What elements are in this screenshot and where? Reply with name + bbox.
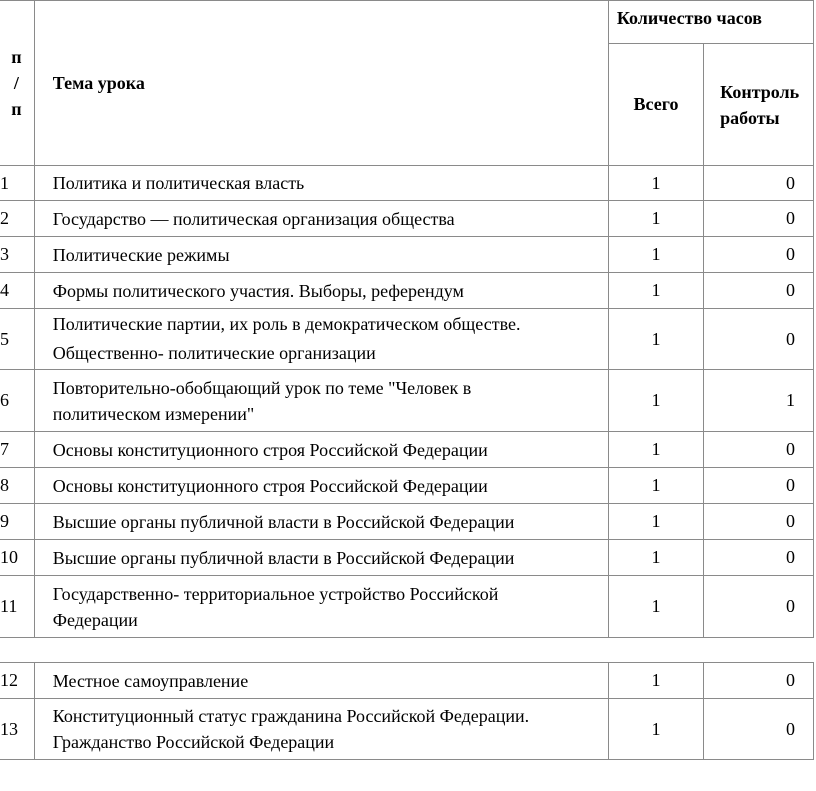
row-control: 0 — [704, 432, 814, 468]
row-number: 3 — [0, 237, 34, 273]
header-number — [0, 1, 34, 166]
row-number: 12 — [0, 663, 34, 699]
table-row — [0, 540, 814, 576]
row-total: 1 — [608, 309, 703, 370]
row-topic: Высшие органы публичной власти в Российской Федерации — [34, 540, 608, 576]
row-control: 1 — [704, 370, 814, 432]
row-number: 4 — [0, 273, 34, 309]
table-row — [0, 663, 814, 699]
row-total: 1 — [608, 576, 703, 638]
row-topic: Государство — политическая организация общества — [34, 201, 608, 237]
row-topic: Политические режимы — [34, 237, 608, 273]
row-control: 0 — [704, 309, 814, 370]
row-number: 8 — [0, 468, 34, 504]
row-control: 0 — [704, 504, 814, 540]
row-control: 0 — [704, 201, 814, 237]
header-control-line: Контроль — [720, 81, 800, 102]
row-topic — [34, 309, 608, 370]
table-row — [0, 468, 814, 504]
row-number: 6 — [0, 370, 34, 432]
row-total: 1 — [608, 663, 703, 699]
row-control: 0 — [704, 540, 814, 576]
row-total: 1 — [608, 370, 703, 432]
row-topic-line: политическом измерении" — [52, 403, 255, 424]
row-topic — [34, 576, 608, 638]
row-number: 7 — [0, 432, 34, 468]
row-control: 0 — [704, 166, 814, 201]
row-topic-line: Федерации — [52, 609, 138, 630]
row-topic — [34, 370, 608, 432]
row-number: 2 — [0, 201, 34, 237]
row-topic-line: Политические партии, их роль в демократическом обществе. — [52, 314, 521, 334]
table-row — [0, 432, 814, 468]
header-number-line: / — [13, 73, 19, 93]
row-total: 1 — [608, 540, 703, 576]
row-topic-line: Повторительно-обобщающий урок по теме "Человек в — [52, 377, 472, 398]
row-number: 10 — [0, 540, 34, 576]
table-row — [0, 201, 814, 237]
table-row — [0, 166, 814, 201]
header-control-line: работы — [720, 107, 780, 128]
header-total: Всего — [608, 44, 703, 166]
row-total: 1 — [608, 468, 703, 504]
row-control: 0 — [704, 576, 814, 638]
row-total: 1 — [608, 432, 703, 468]
row-topic: Местное самоуправление — [34, 663, 608, 699]
table-row — [0, 699, 814, 760]
row-total: 1 — [608, 273, 703, 309]
row-control: 0 — [704, 468, 814, 504]
table-row — [0, 237, 814, 273]
row-number: 1 — [0, 166, 34, 201]
row-control: 0 — [704, 237, 814, 273]
row-topic: Основы конституционного строя Российской Федерации — [34, 432, 608, 468]
row-number: 9 — [0, 504, 34, 540]
row-topic: Основы конституционного строя Российской Федерации — [34, 468, 608, 504]
header-control — [704, 44, 814, 166]
row-topic-line: Государственно- территориальное устройство Российской — [52, 583, 499, 604]
table-row — [0, 370, 814, 432]
table-row — [0, 273, 814, 309]
gap-cell — [0, 638, 814, 663]
row-total: 1 — [608, 504, 703, 540]
row-number: 13 — [0, 699, 34, 760]
row-total: 1 — [608, 201, 703, 237]
row-topic: Высшие органы публичной власти в Российской Федерации — [34, 504, 608, 540]
header-topic: Тема урока — [34, 1, 608, 166]
row-number: 5 — [0, 309, 34, 370]
header-number-line: п — [11, 99, 22, 119]
row-total: 1 — [608, 166, 703, 201]
row-total: 1 — [608, 237, 703, 273]
row-control: 0 — [704, 699, 814, 760]
row-topic — [34, 699, 608, 760]
header-number-line: п — [11, 47, 22, 67]
row-total: 1 — [608, 699, 703, 760]
header-hours: Количество часов — [608, 1, 813, 44]
table-row — [0, 576, 814, 638]
row-control: 0 — [704, 663, 814, 699]
table-row — [0, 309, 814, 370]
row-topic: Формы политического участия. Выборы, референдум — [34, 273, 608, 309]
table-row — [0, 504, 814, 540]
row-topic-line: Общественно- политические организации — [52, 343, 376, 363]
row-topic: Политика и политическая власть — [34, 166, 608, 201]
row-topic-line: Конституционный статус гражданина Российской Федерации. — [52, 706, 530, 726]
row-topic-line: Гражданство Российской Федерации — [52, 732, 335, 752]
row-control: 0 — [704, 273, 814, 309]
row-number: 11 — [0, 576, 34, 638]
table-gap — [0, 638, 814, 663]
